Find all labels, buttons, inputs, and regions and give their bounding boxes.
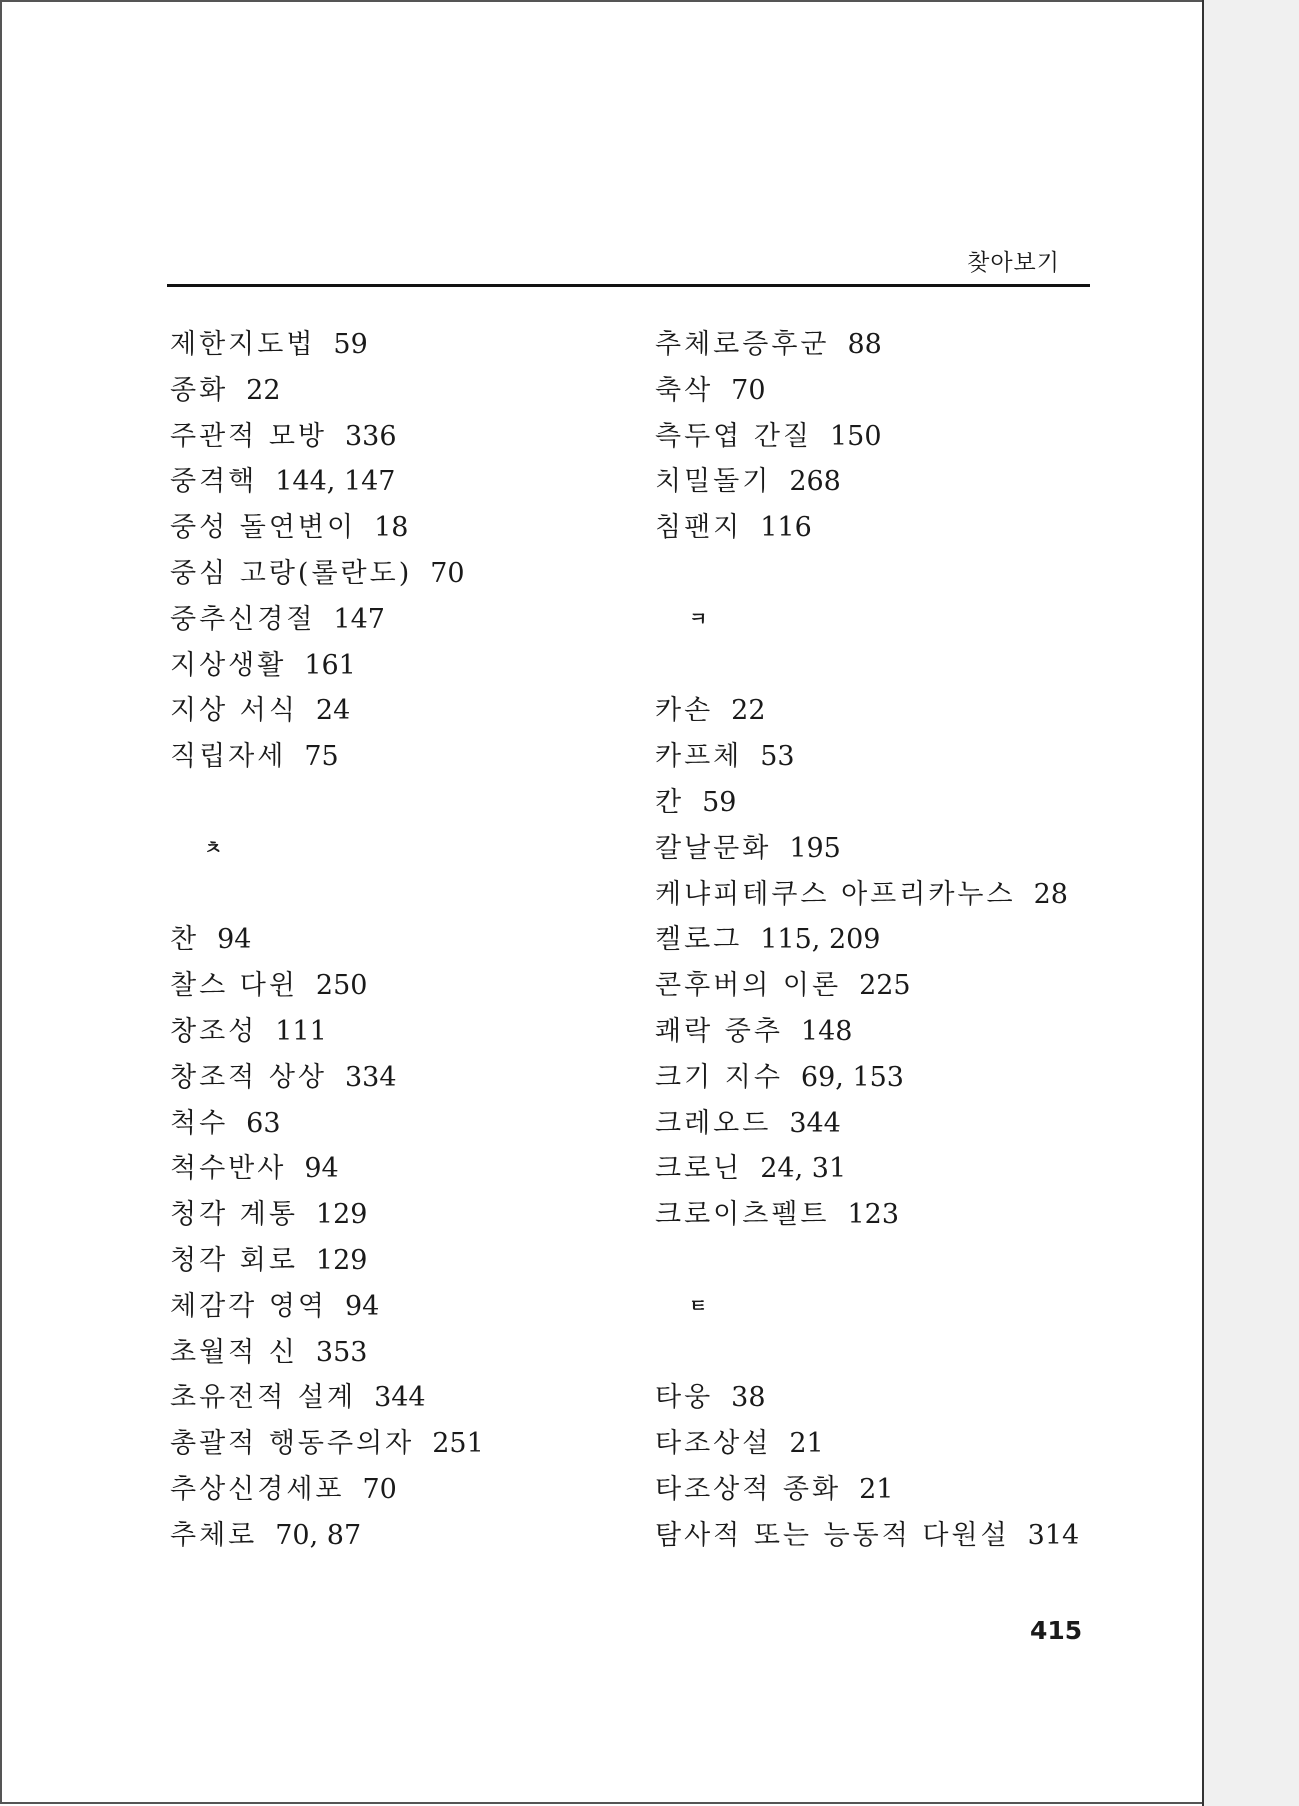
section-heading-kieuk: ㅋ: [689, 607, 708, 630]
index-term: 축삭: [655, 374, 714, 406]
index-pages: 268: [789, 466, 841, 498]
index-pages: 147: [333, 603, 385, 635]
index-term: 타조상설: [655, 1428, 772, 1460]
index-term: 콘후버의 이론: [655, 970, 842, 1002]
index-entry: [655, 1101, 1095, 1147]
index-entry: [170, 551, 630, 597]
index-entry: [170, 643, 630, 689]
index-pages: 195: [789, 832, 841, 864]
index-pages: 22: [731, 695, 766, 727]
viewer-margin: [1202, 0, 1299, 1806]
index-term: 창조성: [170, 1015, 258, 1047]
index-term: 측두엽 간질: [655, 420, 812, 452]
index-pages: 116: [760, 512, 812, 544]
index-term: 케냐피테쿠스 아프리카누스: [655, 878, 1016, 910]
index-term: 총괄적 행동주의자: [170, 1428, 415, 1460]
index-term: 추상신경세포: [170, 1473, 345, 1505]
index-column-right: [655, 322, 1095, 1559]
index-column-left: [170, 322, 630, 1559]
index-entry: [170, 917, 630, 963]
index-term: 타조상적 종화: [655, 1473, 842, 1505]
index-pages: 344: [374, 1382, 426, 1414]
index-term: 칼날문화: [655, 832, 772, 864]
index-pages: 129: [315, 1199, 368, 1231]
index-entry: [655, 322, 1095, 368]
index-term: 찰스 다윈: [170, 970, 298, 1002]
index-entry: [655, 414, 1095, 460]
index-term: 중심 고랑(롤란도): [170, 557, 413, 589]
index-pages: 94: [217, 924, 252, 956]
index-term: 주관적 모방: [170, 420, 327, 452]
index-term: 켈로그: [655, 924, 743, 956]
index-pages: 94: [345, 1290, 380, 1322]
index-entry: [655, 505, 1095, 551]
index-entry: [655, 459, 1095, 505]
index-entry: [170, 1055, 630, 1101]
index-pages: 75: [304, 741, 339, 773]
index-pages: 150: [830, 420, 882, 452]
index-pages: 144, 147: [275, 466, 396, 498]
index-pages: 22: [246, 374, 281, 406]
index-entry: [170, 1238, 630, 1284]
index-entry: [170, 963, 630, 1009]
index-entry: [170, 505, 630, 551]
index-entry: [655, 1513, 1095, 1559]
index-term: 초월적 신: [170, 1336, 298, 1368]
index-entry: [170, 1101, 630, 1147]
index-term: 찬: [170, 924, 200, 956]
index-term: 직립자세: [170, 741, 287, 773]
index-entry: [170, 1284, 630, 1330]
index-entry: [655, 963, 1095, 1009]
index-entry: [655, 826, 1095, 872]
index-entry: [170, 459, 630, 505]
index-pages: 28: [1033, 878, 1068, 910]
index-entry: [655, 872, 1095, 918]
index-entry: [170, 1146, 630, 1192]
section-heading-chieut: ㅊ: [204, 836, 223, 859]
index-pages: 123: [847, 1199, 900, 1231]
index-term: 카손: [655, 695, 714, 727]
index-entry: [170, 1192, 630, 1238]
index-entry: [655, 1009, 1095, 1055]
running-head: 찾아보기: [967, 250, 1060, 276]
index-pages: 344: [789, 1107, 841, 1139]
index-pages: 353: [315, 1336, 368, 1368]
index-pages: 314: [1027, 1519, 1080, 1551]
index-term: 침팬지: [655, 512, 743, 544]
index-pages: 225: [859, 970, 911, 1002]
index-term: 크기 지수: [655, 1061, 783, 1093]
index-entry: [655, 688, 1095, 734]
index-term: 창조적 상상: [170, 1061, 327, 1093]
index-term: 종화: [170, 374, 229, 406]
index-term: 척수: [170, 1107, 229, 1139]
index-pages: 21: [789, 1428, 824, 1460]
index-term: 지상 서식: [170, 695, 298, 727]
index-term: 중성 돌연변이: [170, 512, 357, 544]
index-term: 칸: [655, 786, 685, 818]
index-entry: [655, 1055, 1095, 1101]
index-pages: 70, 87: [275, 1519, 362, 1551]
index-term: 크레오드: [655, 1107, 772, 1139]
index-pages: 24: [315, 695, 351, 727]
index-entry: [170, 734, 630, 780]
index-term: 카프체: [655, 741, 743, 773]
index-pages: 59: [333, 329, 368, 360]
index-pages: 69, 153: [800, 1061, 904, 1093]
index-pages: 63: [246, 1107, 281, 1139]
index-entry: [170, 1421, 630, 1467]
index-term: 탐사적 또는 능동적 다원설: [655, 1519, 1010, 1551]
index-term: 초유전적 설계: [170, 1382, 357, 1414]
index-pages: 24, 31: [760, 1153, 847, 1185]
section-heading-tieut: ㅌ: [689, 1294, 708, 1317]
index-pages: 59: [702, 786, 737, 818]
index-entry: [170, 368, 630, 414]
index-entry: [170, 597, 630, 643]
index-pages: 148: [800, 1015, 853, 1047]
index-entry: [170, 414, 630, 460]
index-term: 제한지도법: [170, 329, 316, 360]
index-pages: 18: [374, 512, 409, 544]
index-entry: [655, 1375, 1095, 1421]
index-entry: [170, 1330, 630, 1376]
index-entry: [170, 1467, 630, 1513]
index-pages: 115, 209: [760, 924, 881, 956]
page-number: 415: [1030, 1616, 1083, 1645]
index-pages: 53: [760, 741, 795, 773]
index-pages: 129: [315, 1244, 368, 1276]
index-pages: 161: [304, 649, 356, 681]
index-entry: [655, 780, 1095, 826]
index-term: 치밀돌기: [655, 466, 772, 498]
index-pages: 111: [275, 1015, 327, 1047]
index-term: 크로이츠펠트: [655, 1199, 830, 1231]
index-term: 청각 계통: [170, 1199, 298, 1231]
index-entry: [655, 1192, 1095, 1238]
index-entry: [170, 1375, 630, 1421]
index-term: 추체로: [170, 1519, 258, 1551]
index-pages: 251: [432, 1428, 484, 1460]
index-entry: [655, 368, 1095, 414]
index-term: 크로닌: [655, 1153, 743, 1185]
index-entry: [170, 322, 630, 368]
index-entry: [655, 1146, 1095, 1192]
index-pages: 70: [362, 1473, 397, 1505]
index-pages: 38: [731, 1382, 766, 1414]
index-pages: 336: [345, 420, 397, 452]
index-entry: [655, 917, 1095, 963]
index-term: 타웅: [655, 1382, 714, 1414]
index-entry: [655, 1421, 1095, 1467]
index-pages: 94: [304, 1153, 339, 1185]
header-rule: [167, 284, 1090, 287]
index-pages: 70: [430, 557, 465, 589]
index-term: 중추신경절: [170, 603, 316, 635]
index-term: 체감각 영역: [170, 1290, 327, 1322]
index-entry: [655, 734, 1095, 780]
index-term: 쾌락 중추: [655, 1015, 783, 1047]
index-term: 청각 회로: [170, 1244, 298, 1276]
index-pages: 334: [345, 1061, 397, 1093]
index-term: 척수반사: [170, 1153, 287, 1185]
index-pages: 70: [731, 374, 766, 406]
index-pages: 88: [847, 329, 882, 360]
index-entry: [170, 1009, 630, 1055]
index-entry: [170, 1513, 630, 1559]
index-term: 추체로증후군: [655, 329, 830, 360]
index-pages: 21: [859, 1473, 894, 1505]
index-term: 중격핵: [170, 466, 258, 498]
index-term: 지상생활: [170, 649, 287, 681]
index-pages: 250: [315, 970, 368, 1002]
index-entry: [170, 688, 630, 734]
index-entry: [655, 1467, 1095, 1513]
